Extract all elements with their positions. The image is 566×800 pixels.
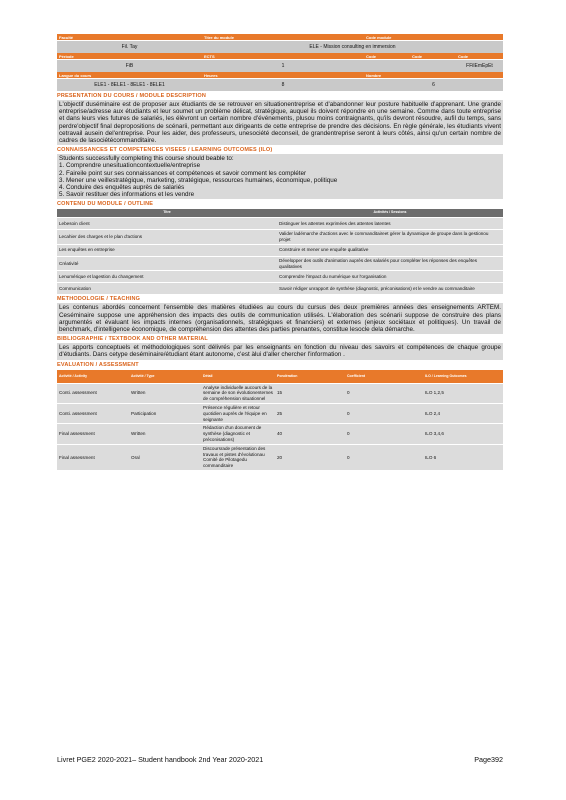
outline-activity: Distinguer les attentes exprimées des attentes latentes bbox=[277, 218, 503, 230]
eval-weight: 25 bbox=[275, 404, 345, 424]
evaluation-header-row bbox=[57, 369, 503, 383]
outline-title: CONTENU DU MODULE / OUTLINE bbox=[57, 201, 154, 208]
eval-coef: 0 bbox=[345, 444, 423, 470]
presentation-title: PRESENTATION DU COURS / MODULE DESCRIPTION bbox=[57, 93, 207, 99]
label-hours: Heures bbox=[202, 72, 364, 79]
eval-header-detail: Détail bbox=[201, 369, 275, 383]
outline-topic: Lenumérique et lagestion du changement bbox=[57, 271, 277, 283]
value-language: ELE1 - 8ELE1 - 8ELE1 - 8ELE1 bbox=[57, 79, 202, 92]
module-header-table-2 bbox=[57, 53, 503, 72]
table-row bbox=[57, 230, 503, 245]
footer-handbook-title: Livret PGE2 2020-2021– Student handbook 2nd Year 2020-2021 bbox=[57, 755, 264, 764]
outline-table bbox=[57, 208, 503, 294]
table-row bbox=[57, 404, 503, 424]
value-ects: 1 bbox=[202, 60, 364, 73]
eval-detail: Analyse individuelle aucours de la semaine de son évolutionenternes de compréhension situationnel bbox=[201, 383, 275, 403]
eval-activity: Conti. assessment bbox=[57, 383, 129, 403]
eval-detail: Rédaction d'un document de synthèse (diagnostic et préconisations) bbox=[201, 424, 275, 444]
outcome-item: 2. Faireile point sur ses connaissances et compétences et savoir comment les compléter bbox=[59, 169, 307, 177]
label-period: Période bbox=[57, 53, 202, 60]
header-value-row-1 bbox=[57, 41, 503, 54]
label-code-b: Code bbox=[410, 53, 456, 60]
outcomes-intro: Students successfully completing this course should beable to: bbox=[59, 155, 234, 163]
eval-type: Written bbox=[129, 383, 201, 403]
outline-activity: Savoir rédiger unrapport de synthèse (diagnostic, préconisations) et le vendre au commanditaire bbox=[277, 283, 503, 295]
table-row bbox=[57, 283, 503, 295]
outcome-item: 3. Mener une veillestratégique, marketing, stratégique, ressources humaines, économique, politique bbox=[59, 176, 338, 184]
bibliography-box bbox=[57, 343, 503, 359]
presentation-box bbox=[57, 100, 503, 145]
eval-activity: Final assessment bbox=[57, 444, 129, 470]
label-faculty: Faculté bbox=[57, 34, 202, 41]
outcomes-title: CONNAISSANCES ET COMPETENCES VISEES / LEARNING OUTCOMES (ILO) bbox=[57, 147, 273, 154]
table-row bbox=[57, 244, 503, 256]
label-code-a: Code bbox=[364, 53, 410, 60]
outcome-item: 5. Savoir restituer des informations et les vendre bbox=[59, 191, 195, 199]
handbook-page bbox=[57, 34, 503, 470]
eval-detail: Présence régulière et retour quotidien auprès de l'équipe en seignante bbox=[201, 404, 275, 424]
eval-weight: 15 bbox=[275, 383, 345, 403]
table-row bbox=[57, 424, 503, 444]
eval-type: Written bbox=[129, 424, 201, 444]
bibliography-text: Les apports conceptuels et méthodologiques sont délivrés par les enseignants en fonction du niveau des savoirs et compétences de chaque groupe d'étudiants. Dans cetype deséminaire/étudiant étant autonome, c'est àlui d'aller chercher l'information . bbox=[59, 344, 501, 359]
outline-topic: Lebesoin client bbox=[57, 218, 277, 230]
table-row bbox=[57, 256, 503, 271]
value-code-b bbox=[410, 60, 456, 73]
outline-topic: Lecahier des charges et le plan d'actions bbox=[57, 230, 277, 245]
eval-ilo: ILO 6 bbox=[423, 444, 503, 470]
outline-header-row bbox=[57, 209, 503, 218]
label-language: Langue du cours bbox=[57, 72, 202, 79]
table-row bbox=[57, 383, 503, 403]
value-number: 6 bbox=[364, 79, 503, 92]
value-hours: 8 bbox=[202, 79, 364, 92]
header-value-row-2 bbox=[57, 60, 503, 73]
outcome-item: 4. Conduire des enquêtes auprès de salariés bbox=[59, 184, 185, 192]
label-code-c: Code bbox=[456, 53, 503, 60]
outline-topic: Les enquêtes en entreprise bbox=[57, 244, 277, 256]
eval-type: Participation bbox=[129, 404, 201, 424]
header-value-row-3 bbox=[57, 79, 503, 92]
label-module-title: Titre du module bbox=[202, 34, 364, 41]
module-header-table bbox=[57, 34, 503, 53]
eval-header-coef: Coefficient bbox=[345, 369, 423, 383]
value-period: FiB bbox=[57, 60, 202, 73]
eval-activity: Conti. assessment bbox=[57, 404, 129, 424]
page-footer bbox=[57, 755, 503, 764]
presentation-text: L'objectif duséminaire est de proposer aux étudiants de se retrouver en situationentreprise et d'abandonner leur posture habituelle d'apprenant. Une grande entreprise/adresse aux étudiants et leur soumet un problème délicat, stratégique, auquel ils doivent répondre en une semaine. Comme dans toute entreprise et dans leurs vies futures de salariés, les élèvront un certain nombre d'événements, plusou moins contraignants, qu'ils devront résoudre, aufil du temps, sans perdre'objectif final depropositions de scénarii, permettant aux dirigeants de cette entreprise de prendre des décisions. En règle générale, les étudiants vivent cetravail ausein del'entreprise. Pour les aider, des professeurs, unesociété deconseil, de grandentreprise seront à leurs côtés, ainsi qu'un certain nombre de cadres de lasociétécommanditaire. bbox=[59, 101, 501, 145]
footer-page-number: Page392 bbox=[474, 755, 503, 764]
eval-ilo: ILO 2,4 bbox=[423, 404, 503, 424]
outline-activity: Construire et mener une enquête qualitative bbox=[277, 244, 503, 256]
outline-header-title: Titre bbox=[57, 209, 277, 218]
eval-header-ilo: ILO / Learning Outcomes bbox=[423, 369, 503, 383]
evaluation-title: EVALUATION / ASSESSMENT bbox=[57, 361, 139, 368]
bibliography-title: BIBLIOGRAPHIE / TEXTBOOK AND OTHER MATERIAL bbox=[57, 336, 208, 343]
eval-coef: 0 bbox=[345, 424, 423, 444]
eval-detail: Discoursrade présentation des travaux et pistes d'évolutionau Comité de Pilotagedu commanditaire bbox=[201, 444, 275, 470]
table-row bbox=[57, 271, 503, 283]
eval-activity: Final assessment bbox=[57, 424, 129, 444]
label-ects: ECTS bbox=[202, 53, 364, 60]
outcomes-box bbox=[57, 154, 503, 199]
outline-activity: Comprendre l'impact du numérique sur l'organisation bbox=[277, 271, 503, 283]
value-faculty: Fil. Tay bbox=[57, 41, 202, 54]
eval-header-weight: Pondération bbox=[275, 369, 345, 383]
outcome-item: 1. Comprendre unesituationcontextuelle/entreprise bbox=[59, 162, 201, 170]
outline-header-activities: Activités / Sessions bbox=[277, 209, 503, 218]
eval-coef: 0 bbox=[345, 404, 423, 424]
table-row bbox=[57, 218, 503, 230]
table-row bbox=[57, 444, 503, 470]
eval-coef: 0 bbox=[345, 383, 423, 403]
eval-weight: 40 bbox=[275, 424, 345, 444]
outline-topic: Créativité bbox=[57, 256, 277, 271]
methodology-text: Les contenus abordés concernent l'ensemble des matières étudiées au cours du cursus des deux premières années des enseignements ARTEM. Ceséminaire suppose une appréhension des impacts des outils de communication utilisés. L'élaboration des scénarii suppose de construire des plans argumentés et évaluant les impacts internes (organisationnels, stratégiques et financiers) et externes (enjeux sociétaux et politiques). Un travail de benchmark, d'intelligence économique, de compréhension des attentes des parties prenantes, constitue lesocle dela démarche. bbox=[59, 304, 501, 334]
eval-header-type: Activité / Type bbox=[129, 369, 201, 383]
outline-activity: Valider ladémarche d'actions avec le commanditaireet gérer la dynamique de groupe dans la gestionou projet bbox=[277, 230, 503, 245]
module-header-table-3 bbox=[57, 72, 503, 91]
eval-header-activity: Activité / Activity bbox=[57, 369, 129, 383]
evaluation-table bbox=[57, 369, 503, 470]
eval-ilo: ILO 3,4,6 bbox=[423, 424, 503, 444]
methodology-title: METHODOLOGIE / TEACHING bbox=[57, 296, 141, 303]
value-code-c: FFilEmEpEt bbox=[456, 60, 503, 73]
eval-type: Oral bbox=[129, 444, 201, 470]
label-module-code: Code module bbox=[364, 34, 503, 41]
eval-weight: 20 bbox=[275, 444, 345, 470]
outline-activity: Développer des outils d'animation auprès des salariés pour compléter les réponses des enquêtes qualitatives bbox=[277, 256, 503, 271]
outline-topic: Communication bbox=[57, 283, 277, 295]
eval-ilo: ILO 1,2,5 bbox=[423, 383, 503, 403]
methodology-box bbox=[57, 303, 503, 334]
value-module-title: ELE - Mission consulting en immersion bbox=[202, 41, 503, 54]
label-number: Nombre bbox=[364, 72, 503, 79]
value-code-a bbox=[364, 60, 410, 73]
